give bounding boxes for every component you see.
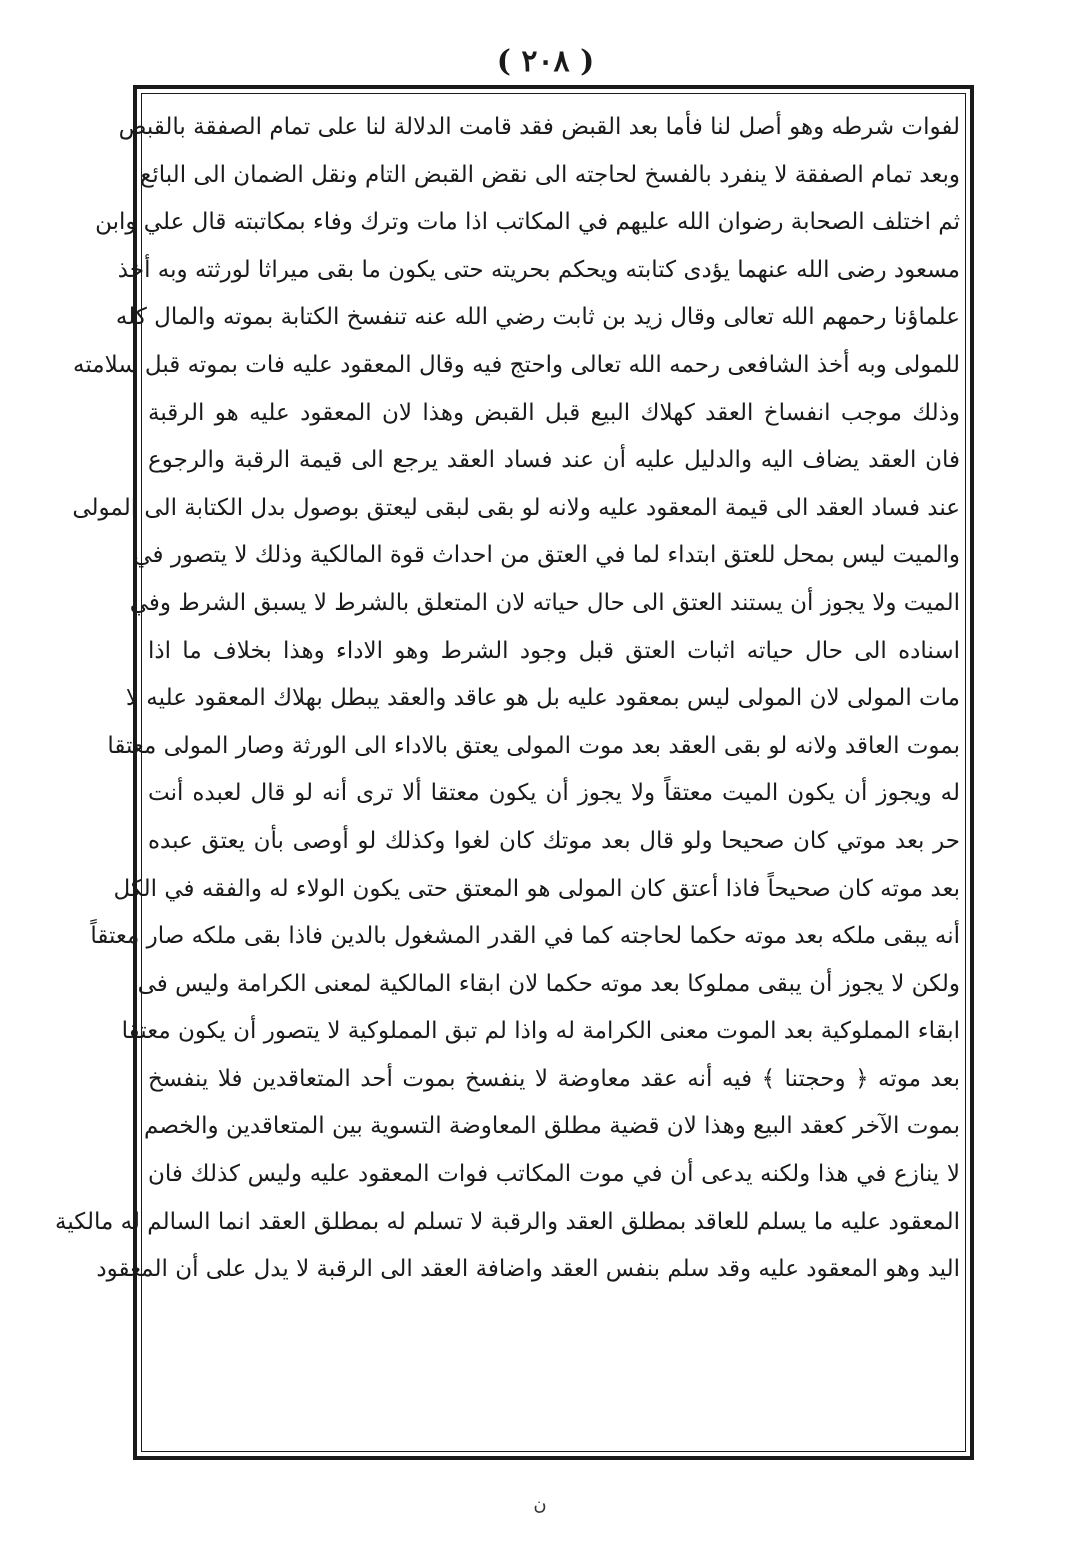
- text-line: اسناده الى حال حياته اثبات العتق قبل وجود الشرط وهو الاداء وهذا بخلاف ما اذا: [148, 637, 960, 664]
- text-line: والميت ليس بمحل للعتق ابتداء لما في العتق من احداث قوة المالكية وذلك لا يتصور في: [133, 542, 960, 569]
- text-line: بموت العاقد ولانه لو بقى العقد بعد موت المولى يعتق بالاداء الى الورثة وصار المولى معتقا: [107, 732, 960, 759]
- text-line: علماؤنا رحمهم الله تعالى وقال زيد بن ثابت رضي الله عنه تنفسخ الكتابة بموته والمال كله: [115, 304, 960, 331]
- text-line: لا ينازع في هذا ولكنه يدعى أن في موت المكاتب فوات المعقود عليه وليس كذلك فان: [148, 1161, 960, 1188]
- text-line: ثم اختلف الصحابة رضوان الله عليهم في المكاتب اذا مات وترك وفاء بمكاتبته قال علي وابن: [95, 209, 960, 236]
- text-line: مات المولى لان المولى ليس بمعقود عليه بل هو عاقد والعقد يبطل بهلاك المعقود عليه لا: [125, 685, 960, 712]
- text-line: مسعود رضى الله عنهما يؤدى كتابته ويحكم بحريته حتى يكون ما بقى ميراثا لورثته وبه أخذ: [117, 256, 960, 283]
- text-line: لفوات شرطه وهو أصل لنا فأما بعد القبض فقد قامت الدلالة لنا على تمام الصفقة بالقبض: [118, 114, 960, 140]
- text-line: ابقاء المملوكية بعد الموت معنى الكرامة له واذا لم تبق المملوكية لا يتصور أن يكون معتقا: [121, 1018, 960, 1045]
- text-line: وبعد تمام الصفقة لا ينفرد بالفسخ لحاجته الى نقض القبض التام ونقل الضمان الى البائع: [140, 161, 960, 188]
- text-line: حر بعد موتي كان صحيحا ولو قال بعد موتك كان لغوا وكذلك لو أوصى بأن يعتق عبده: [148, 827, 960, 854]
- text-line: وذلك موجب انفساخ العقد كهلاك البيع قبل القبض وهذا لان المعقود عليه هو الرقبة: [148, 399, 960, 426]
- text-line: فان العقد يضاف اليه والدليل عليه أن عند فساد العقد يرجع الى قيمة الرقبة والرجوع: [148, 447, 960, 474]
- footer-mark: ن: [533, 1494, 547, 1515]
- text-line: بموت الآخر كعقد البيع وهذا لان قضية مطلق المعاوضة التسوية بين المتعاقدين والخصم: [144, 1113, 960, 1140]
- text-line: المعقود عليه ما يسلم للعاقد بمطلق العقد والرقبة لا تسلم له بمطلق العقد انما السالم له مالكية: [55, 1208, 960, 1235]
- text-line: أنه يبقى ملكه بعد موته حكما لحاجته كما في القدر المشغول بالدين فاذا بقى ملكه صار معتقاً: [90, 923, 960, 950]
- body-text: [55, 104, 960, 1294]
- text-line: الميت ولا يجوز أن يستند العتق الى حال حياته لان المتعلق بالشرط لا يسبق الشرط وفي: [129, 589, 960, 616]
- text-line: له ويجوز أن يكون الميت معتقاً ولا يجوز أن يكون معتقا ألا ترى أنه لو قال لعبده أنت: [148, 780, 960, 807]
- text-line: عند فساد العقد الى قيمة المعقود عليه ولانه لو بقى لبقى ليعتق بوصول بدل الكتابة الى المولى: [72, 494, 960, 521]
- text-line: ولكن لا يجوز أن يبقى مملوكا بعد موته حكما لان ابقاء المالكية لمعنى الكرامة وليس فى: [137, 970, 960, 997]
- text-line: بعد موته كان صحيحاً فاذا أعتق كان المولى هو المعتق حتى يكون الولاء له والفقه في الكل: [113, 875, 960, 902]
- page-number: ( ٢٠٨ ): [496, 44, 595, 79]
- text-line: اليد وهو المعقود عليه وقد سلم بنفس العقد واضافة العقد الى الرقبة لا يدل على أن المعقود: [96, 1256, 960, 1283]
- text-line: بعد موته ﴿ وحجتنا ﴾ فيه أنه عقد معاوضة لا ينفسخ بموت أحد المتعاقدين فلا ينفسخ: [148, 1065, 960, 1092]
- text-line: للمولى وبه أخذ الشافعى رحمه الله تعالى واحتج فيه وقال المعقود عليه فات بموته قبل سلامته: [73, 351, 960, 378]
